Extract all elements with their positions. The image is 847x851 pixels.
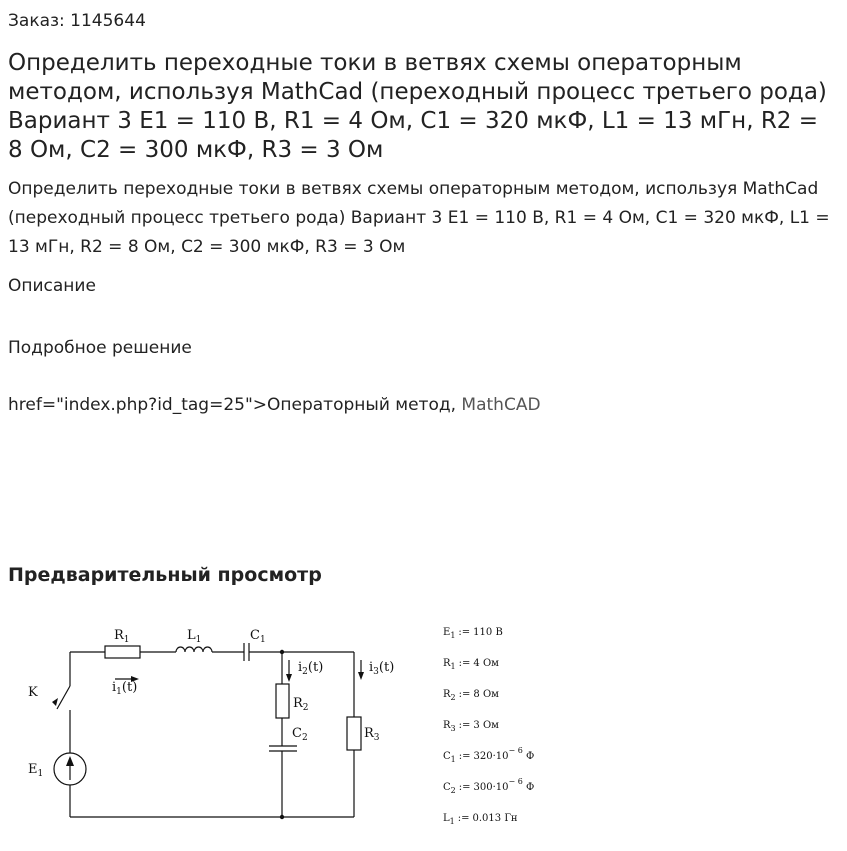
switch-k xyxy=(57,686,70,709)
tags-line xyxy=(8,395,541,415)
param-c1: $C_1$ := $320\cdot 10^{- 6}$ Ф xyxy=(443,746,535,764)
inductor-l1 xyxy=(176,647,212,652)
node-bottom-mid xyxy=(280,815,284,819)
param-r1: $R_1$ := 4 Ом xyxy=(443,658,499,671)
param-r3: $R_3$ := 3 Ом xyxy=(443,720,499,733)
label-r1: $R_1$ xyxy=(114,628,130,645)
label-i3: $i_3(t)$ xyxy=(369,660,395,677)
label-r2: $R_2$ xyxy=(293,696,309,713)
label-k: K xyxy=(28,685,38,700)
resistor-r2 xyxy=(276,684,289,718)
label-r3: $R_3$ xyxy=(364,726,380,743)
description-heading: Описание xyxy=(8,276,96,296)
label-i2: $i_2(t)$ xyxy=(298,660,324,677)
param-r2: $R_2$ := 8 Ом xyxy=(443,689,499,702)
resistor-r3 xyxy=(347,717,361,750)
label-l1: $L_1$ xyxy=(187,628,202,645)
arrow-k xyxy=(52,698,58,706)
circuit-diagram xyxy=(0,610,430,835)
arrow-i2 xyxy=(286,674,292,682)
preview-heading: Предварительный просмотр xyxy=(8,564,322,586)
page-title: Определить переходные токи в ветвях схемы операторным методом, используя MathCad (переходный процесс третьего рода) Вариант 3 E1 = 110 В, R1 = 4 Ом, С1 = 320 мкФ, L1 = 13 мГн, R2 = 8 Ом, С2 = 300 мкФ, R3 = 3 Ом xyxy=(8,50,827,163)
label-e1: $E_1$ xyxy=(28,762,44,779)
resistor-r1 xyxy=(105,646,140,658)
param-e1: $E_1$ := 110 В xyxy=(443,627,503,640)
label-c2: $C_2$ xyxy=(292,726,308,743)
tags-text: href="index.php?id_tag=25">Операторный метод, xyxy=(8,395,462,415)
label-c1: $C_1$ xyxy=(250,628,266,645)
task-description: Определить переходные токи в ветвях схемы операторным методом, используя MathCad (переходный процесс третьего рода) Вариант 3 E1 = 110 В, R1 = 4 Ом, С1 = 320 мкФ, L1 = 13 мГн, R2 = 8 Ом, С2 = 300 мкФ, R3 = 3 Ом xyxy=(8,179,830,257)
arrow-e1 xyxy=(66,756,74,766)
arrow-i3 xyxy=(358,672,364,680)
parameter-list xyxy=(443,622,534,839)
order-number: Заказ: 1145644 xyxy=(8,11,146,31)
solution-heading: Подробное решение xyxy=(8,338,192,358)
node-top-mid xyxy=(280,650,284,654)
param-l1: $L_1$ := 0.013 Гн xyxy=(443,813,518,826)
param-c2: $C_2$ := $300\cdot 10^{- 6}$ Ф xyxy=(443,777,535,795)
tag-mathcad-link[interactable]: MathCAD xyxy=(461,395,541,415)
label-i1: $i_1(t)$ xyxy=(112,680,138,697)
